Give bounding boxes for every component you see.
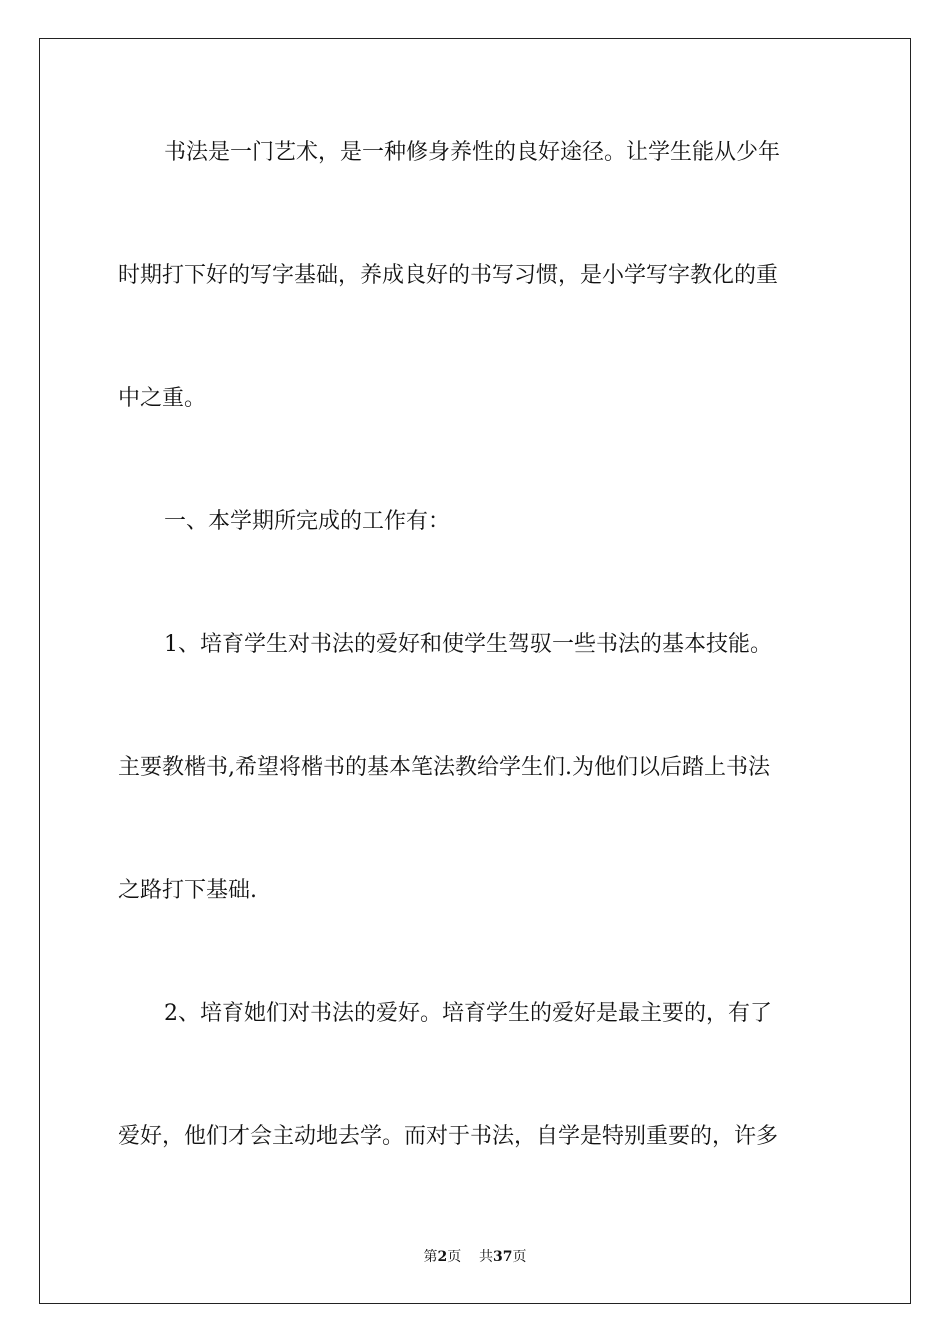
footer-total-prefix: 共 [479, 1249, 494, 1265]
page-footer [0, 1246, 950, 1266]
footer-page-suffix: 页 [447, 1249, 462, 1265]
paragraph-line: 1、培育学生对书法的爱好和使学生驾驭一些书法的基本技能。 [164, 632, 772, 657]
section-heading: 一、本学期所完成的工作有： [164, 509, 451, 534]
paragraph-line: 之路打下基础. [118, 878, 257, 903]
footer-total-suffix: 页 [512, 1249, 527, 1265]
footer-total-pages: 37 [493, 1249, 513, 1265]
page-frame [39, 38, 911, 1304]
paragraph-line: 爱好，他们才会主动地去学。而对于书法，自学是特别重要的，许多 [118, 1124, 779, 1149]
paragraph-line: 2、培育她们对书法的爱好。培育学生的爱好是最主要的，有了 [164, 1001, 772, 1026]
footer-page-number: 2 [437, 1249, 448, 1265]
paragraph-line: 主要教楷书,希望将楷书的基本笔法教给学生们.为他们以后踏上书法 [118, 755, 770, 780]
paragraph-line: 书法是一门艺术，是一种修身养性的良好途径。让学生能从少年 [164, 140, 781, 165]
paragraph-line: 时期打下好的写字基础，养成良好的书写习惯，是小学写字教化的重 [118, 263, 779, 288]
paragraph-line: 中之重。 [118, 386, 207, 411]
footer-page-prefix: 第 [423, 1249, 438, 1265]
